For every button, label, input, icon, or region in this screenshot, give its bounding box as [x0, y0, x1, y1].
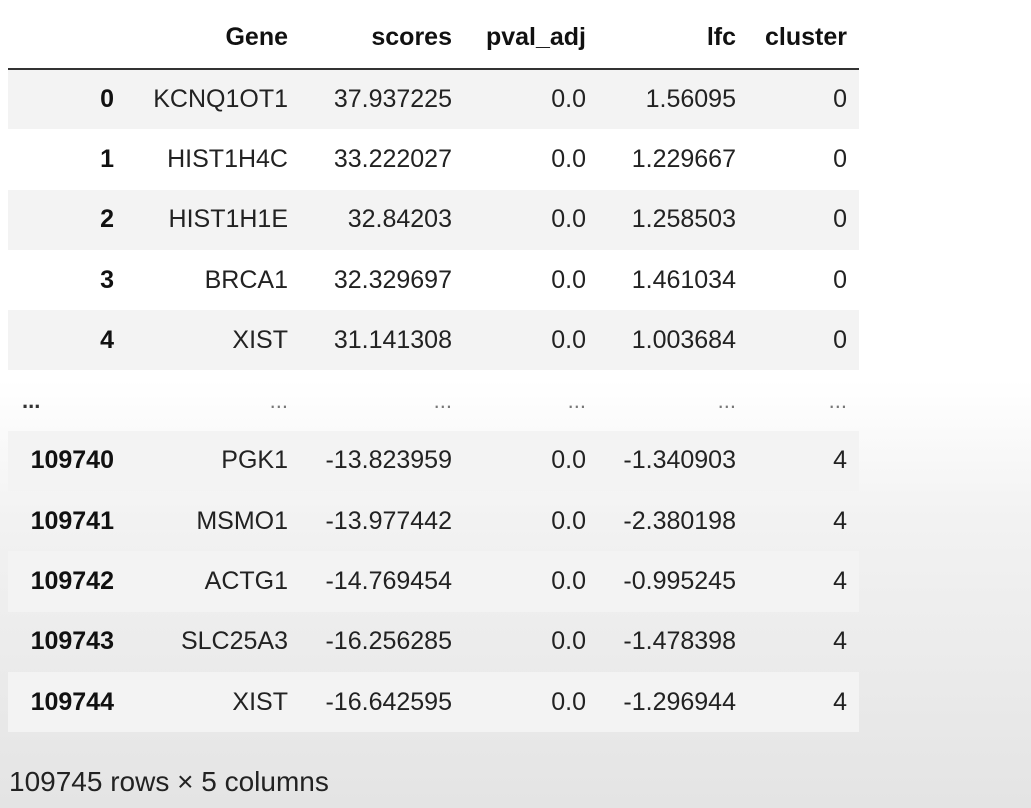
cell-lfc: -1.478398 — [623, 627, 736, 656]
cell-lfc: -2.380198 — [623, 506, 736, 535]
cell-scores: -13.977442 — [325, 506, 452, 535]
cell-lfc: -1.340903 — [623, 446, 736, 475]
cell-gene: XIST — [232, 325, 288, 354]
cell-scores: ... — [433, 387, 452, 413]
header-cluster: cluster — [748, 6, 859, 69]
dataframe-table — [8, 6, 859, 732]
cell-cluster: 4 — [833, 567, 847, 596]
cell-cluster: 4 — [833, 446, 847, 475]
cell-cluster: ... — [828, 387, 847, 413]
cell-lfc: 1.56095 — [645, 85, 736, 114]
cell-gene: HIST1H1E — [168, 205, 288, 234]
dataframe-shape-info: 109745 rows × 5 columns — [9, 766, 329, 797]
table-row — [8, 190, 859, 250]
table-row — [8, 551, 859, 611]
cell-cluster: 0 — [833, 144, 847, 173]
cell-gene: ACTG1 — [204, 567, 288, 596]
cell-scores: 33.222027 — [333, 144, 452, 173]
row-index: 109743 — [30, 627, 114, 656]
table-row — [8, 310, 859, 370]
cell-scores: 32.84203 — [347, 205, 452, 234]
cell-lfc: ... — [717, 387, 736, 413]
cell-pval-adj: ... — [567, 387, 586, 413]
cell-lfc: 1.003684 — [631, 325, 736, 354]
cell-scores: 31.141308 — [333, 325, 452, 354]
cell-gene: HIST1H4C — [167, 144, 288, 173]
row-index: 2 — [100, 205, 114, 234]
row-index: 3 — [100, 265, 114, 294]
table-row — [8, 491, 859, 551]
cell-gene: BRCA1 — [204, 265, 288, 294]
cell-gene: ... — [269, 387, 288, 413]
cell-pval-adj: 0.0 — [551, 687, 586, 716]
table-header — [8, 6, 859, 69]
cell-cluster: 4 — [833, 506, 847, 535]
header-row — [8, 6, 859, 69]
cell-pval-adj: 0.0 — [551, 205, 586, 234]
cell-pval-adj: 0.0 — [551, 567, 586, 596]
cell-cluster: 0 — [833, 325, 847, 354]
table-row — [8, 129, 859, 189]
header-lfc: lfc — [598, 6, 748, 69]
row-index: 109741 — [30, 506, 114, 535]
row-index: 109740 — [30, 446, 114, 475]
row-index: 1 — [100, 144, 114, 173]
row-index: 109744 — [30, 687, 114, 716]
cell-cluster: 0 — [833, 205, 847, 234]
cell-pval-adj: 0.0 — [551, 325, 586, 354]
cell-scores: -16.256285 — [325, 627, 452, 656]
table-row — [8, 672, 859, 732]
cell-pval-adj: 0.0 — [551, 506, 586, 535]
table-row — [8, 431, 859, 491]
table-row — [8, 612, 859, 672]
table-row — [8, 69, 859, 129]
cell-lfc: -0.995245 — [623, 567, 736, 596]
cell-lfc: -1.296944 — [623, 687, 736, 716]
cell-pval-adj: 0.0 — [551, 446, 586, 475]
row-index: ... — [22, 387, 41, 413]
row-index: 0 — [100, 85, 114, 114]
header-gene: Gene — [126, 6, 300, 69]
cell-scores: -14.769454 — [325, 567, 452, 596]
cell-gene: SLC25A3 — [180, 627, 288, 656]
cell-scores: 32.329697 — [333, 265, 452, 294]
dataframe-output — [8, 6, 859, 732]
cell-lfc: 1.461034 — [631, 265, 736, 294]
header-scores: scores — [300, 6, 464, 69]
cell-gene: KCNQ1OT1 — [153, 85, 288, 114]
cell-cluster: 4 — [833, 627, 847, 656]
cell-cluster: 4 — [833, 687, 847, 716]
cell-scores: -13.823959 — [325, 446, 452, 475]
table-body — [8, 69, 859, 732]
cell-cluster: 0 — [833, 85, 847, 114]
header-pval-adj: pval_adj — [464, 6, 598, 69]
cell-scores: 37.937225 — [333, 85, 452, 114]
header-index — [8, 6, 126, 69]
row-index: 4 — [100, 325, 114, 354]
cell-gene: MSMO1 — [196, 506, 288, 535]
row-index: 109742 — [30, 567, 114, 596]
cell-pval-adj: 0.0 — [551, 144, 586, 173]
cell-gene: PGK1 — [221, 446, 288, 475]
cell-gene: XIST — [232, 687, 288, 716]
cell-lfc: 1.258503 — [631, 205, 736, 234]
cell-cluster: 0 — [833, 265, 847, 294]
cell-pval-adj: 0.0 — [551, 627, 586, 656]
cell-scores: -16.642595 — [325, 687, 452, 716]
cell-pval-adj: 0.0 — [551, 265, 586, 294]
table-ellipsis-row — [8, 370, 859, 430]
cell-lfc: 1.229667 — [631, 144, 736, 173]
cell-pval-adj: 0.0 — [551, 85, 586, 114]
table-row — [8, 250, 859, 310]
